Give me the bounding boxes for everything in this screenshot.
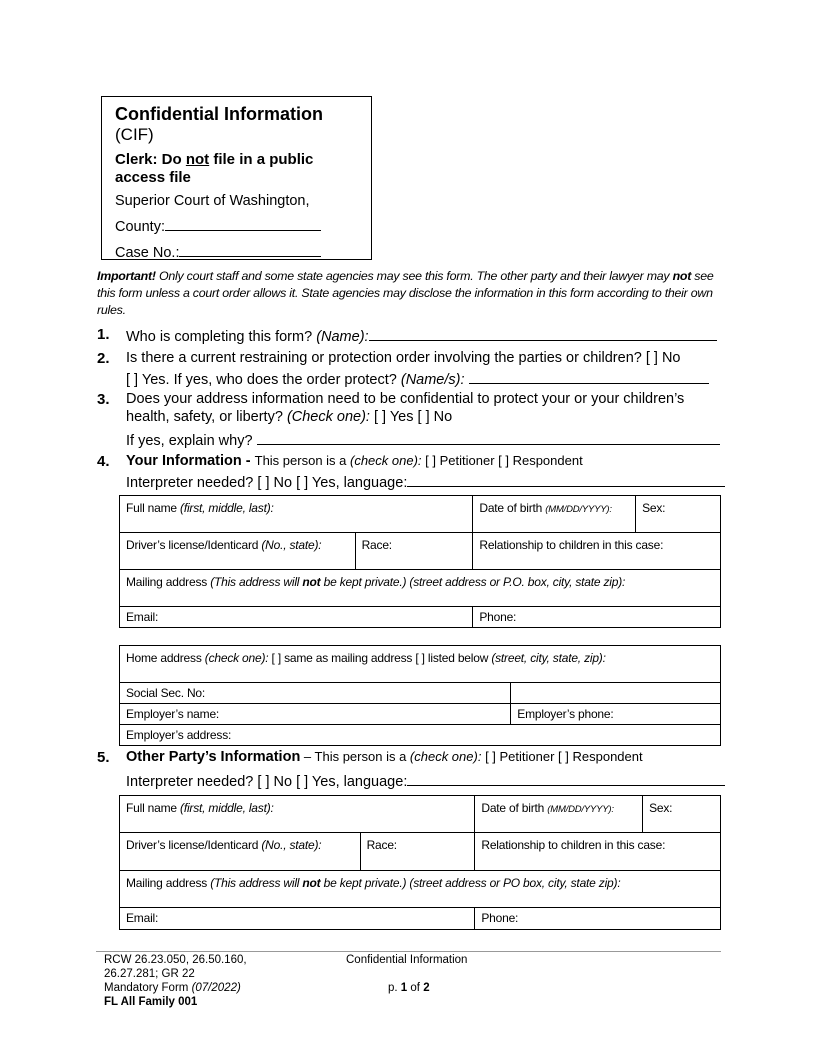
footer-mandatory: Mandatory Form (07/2022) [104,982,241,994]
q4-home-address-cell[interactable]: Home address (check one): [ ] same as mailing address [ ] listed below (street, city, state, zip): [120,646,721,683]
footer-center-title: Confidential Information [346,954,468,966]
q2-line1[interactable]: Is there a current restraining or protection order involving the parties or children? [ ] No [126,350,681,366]
q3-line1: Does your address information need to be confidential to protect your or your children’s [126,391,685,407]
q5-dl-cell[interactable]: Driver’s license/Identicard (No., state): [120,833,361,871]
q4-table-2 [119,645,721,746]
q5-sex-cell[interactable]: Sex: [643,796,721,833]
q4-ssn-extra-cell[interactable] [511,683,721,704]
q3-check[interactable]: health, safety, or liberty? (Check one): [ ] Yes [ ] No [126,409,453,425]
q4-heading[interactable]: Your Information - This person is a (check one): [ ] Petitioner [ ] Respondent [126,453,583,469]
q4-sex-cell[interactable]: Sex: [636,496,721,533]
footer-divider [96,951,721,952]
caption-box [101,96,372,260]
q1-name-field[interactable]: Who is completing this form? (Name): [126,326,717,345]
q4-ssn-cell[interactable]: Social Sec. No: [120,683,511,704]
court-name: Superior Court of Washington, [115,193,310,209]
q4-employer-address-cell[interactable]: Employer’s address: [120,725,721,746]
important-notice: Important! Only court staff and some state agencies may see this form. The other party and their lawyer may not see this form unless a court order allows it. State agencies may disclose the information in this form according to their own rules. [97,269,714,317]
q5-relationship-cell[interactable]: Relationship to children in this case: [475,833,721,871]
q4-employer-phone-cell[interactable]: Employer’s phone: [511,704,721,725]
footer-page-number: p. 1 of 2 [388,982,430,994]
q5-mailing-cell[interactable]: Mailing address (This address will not be kept private.) (street address or PO box, city, state zip): [120,871,721,908]
q5-interpreter[interactable]: Interpreter needed? [ ] No [ ] Yes, language: [126,771,725,790]
q5-phone-cell[interactable]: Phone: [475,908,721,930]
form-title: Confidential Information [115,104,323,124]
q4-number: 4. [97,453,110,470]
q5-dob-cell[interactable]: Date of birth (MM/DD/YYYY): [475,796,643,833]
q4-dob-cell[interactable]: Date of birth (MM/DD/YYYY): [473,496,636,533]
county-field[interactable]: County: [115,216,371,236]
q4-phone-cell[interactable]: Phone: [473,607,721,628]
q3-explain-field[interactable]: If yes, explain why? [126,430,720,449]
q1-number: 1. [97,326,110,343]
q4-relationship-cell[interactable]: Relationship to children in this case: [473,533,721,570]
q5-race-cell[interactable]: Race: [360,833,475,871]
q4-employer-cell[interactable]: Employer’s name: [120,704,511,725]
q2-protect-field[interactable]: [ ] Yes. If yes, who does the order protect? (Name/s): [126,369,709,388]
footer-rcw-1: RCW 26.23.050, 26.50.160, [104,954,247,966]
footer-left [104,953,247,1009]
q4-full-name-cell[interactable]: Full name (first, middle, last): [120,496,473,533]
q5-email-cell[interactable]: Email: [120,908,475,930]
q3-number: 3. [97,391,110,408]
q4-race-cell[interactable]: Race: [355,533,473,570]
q5-full-name-cell[interactable]: Full name (first, middle, last): [120,796,475,833]
case-number-field[interactable]: Case No.: [115,242,371,262]
q2-number: 2. [97,350,110,367]
q4-dl-cell[interactable]: Driver’s license/Identicard (No., state): [120,533,356,570]
q4-table-1 [119,495,721,628]
q5-table [119,795,721,930]
footer-form-id: FL All Family 001 [104,996,198,1008]
q5-number: 5. [97,749,110,766]
q5-heading[interactable]: Other Party’s Information – This person is a (check one): [ ] Petitioner [ ] Respondent [126,749,643,765]
q4-mailing-cell[interactable]: Mailing address (This address will not be kept private.) (street address or P.O. box, city, state zip): [120,570,721,607]
q4-email-cell[interactable]: Email: [120,607,473,628]
footer-rcw-2: 26.27.281; GR 22 [104,968,195,980]
form-abbrev: (CIF) [115,125,154,144]
clerk-notice: Clerk: Do not file in a public access file [115,151,314,186]
q4-interpreter[interactable]: Interpreter needed? [ ] No [ ] Yes, language: [126,472,725,491]
